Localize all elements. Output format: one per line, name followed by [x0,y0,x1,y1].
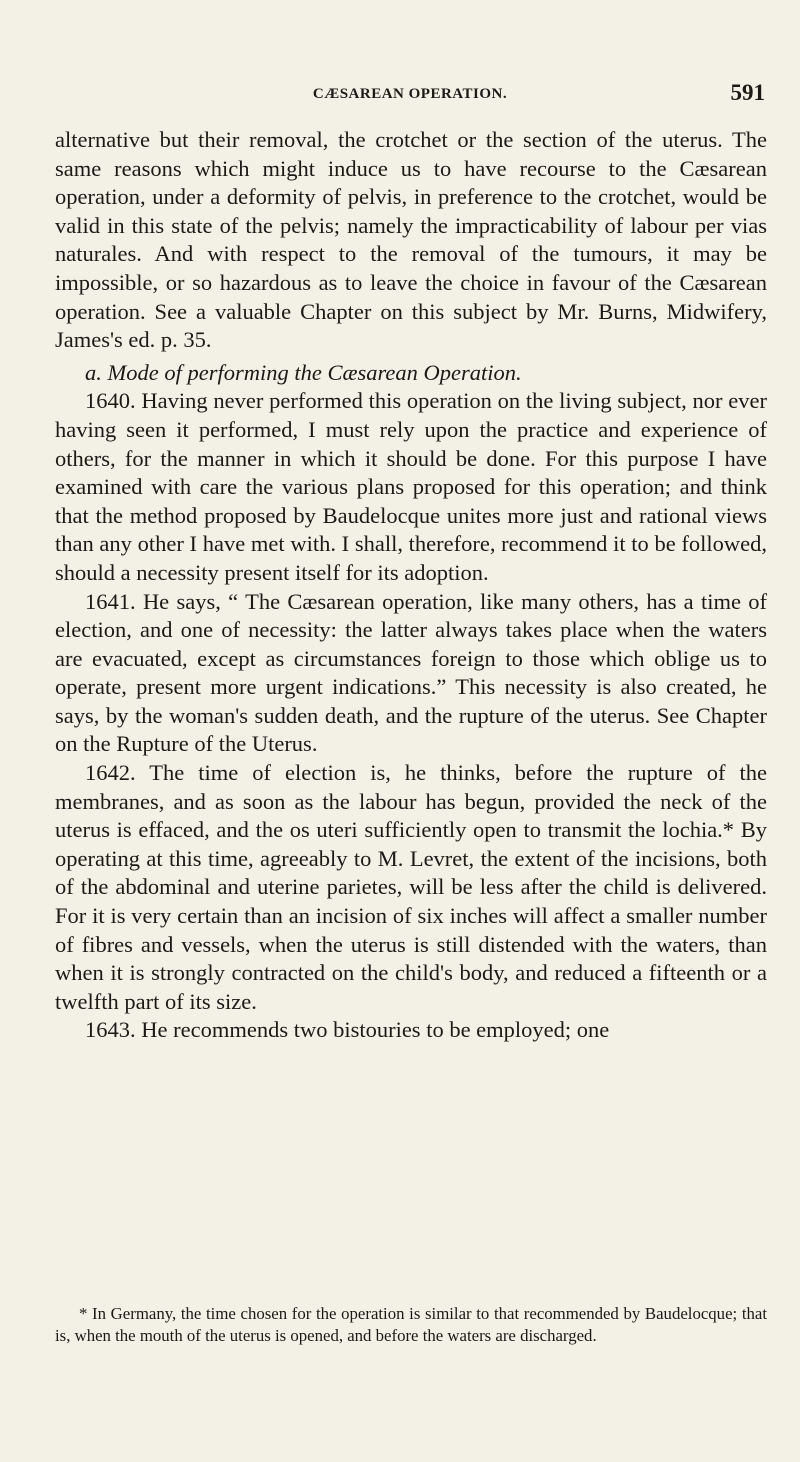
paragraph-continuation: alternative but their removal, the crotchet or the section of the uterus. The same reasons which might induce us to have recourse to the Cæsarean operation, under a deformity of pelvis, in preference to the crotchet, would be valid in this state of the pelvis; namely the impracticability of labour per vias naturales. And with respect to the removal of the tumours, it may be impossible, or so hazardous as to leave the choice in favour of the Cæsarean operation. See a valuable Chapter on this subject by Mr. Burns, Midwifery, James's ed. p. 35. [55,127,767,353]
footnote-text: * In Germany, the time chosen for the operation is similar to that recommended by Baudelocque; that is, when the mouth of the uterus is opened, and before the waters are discharged. [55,1304,767,1345]
footnote [55,1303,767,1346]
body-text [55,126,767,1045]
running-head [55,80,765,110]
paragraph-1642: 1642. The time of election is, he thinks, before the rupture of the membranes, and as soon as the labour has begun, provided the neck of the uterus is effaced, and the os uteri sufficiently open to transmit the lochia.* By operating at this time, agreeably to M. Levret, the extent of the incisions, both of the abdominal and uterine parietes, will be less after the child is delivered. For it is very certain than an incision of six inches will affect a smaller number of fibres and vessels, when the uterus is still distended with the waters, than when it is strongly contracted on the child's body, and reduced a fifteenth or a twelfth part of its size. [55,760,767,1014]
section-heading: a. Mode of performing the Cæsarean Operation. [85,359,522,385]
page-number: 591 [730,80,765,105]
running-title: CÆSAREAN OPERATION. [312,86,508,102]
paragraph-1643: 1643. He recommends two bistouries to be employed; one [85,1017,610,1043]
paragraph-1641: 1641. He says, “ The Cæsarean operation, like many others, has a time of election, and one of necessity: the latter always takes place when the waters are evacuated, except as circumstances foreign to those which oblige us to operate, present more urgent indications.” This necessity is also created, he says, by the woman's sudden death, and the rupture of the uterus. See Chapter on the Rupture of the Uterus. [55,588,767,757]
paragraph-1640: 1640. Having never performed this operation on the living subject, nor ever having seen it performed, I must rely upon the practice and experience of others, for the manner in which it should be done. For this purpose I have examined with care the various plans proposed for this operation; and think that the method proposed by Baudelocque unites more just and rational views than any other I have met with. I shall, therefore, recommend it to be followed, should a necessity present itself for its adoption. [55,388,767,585]
